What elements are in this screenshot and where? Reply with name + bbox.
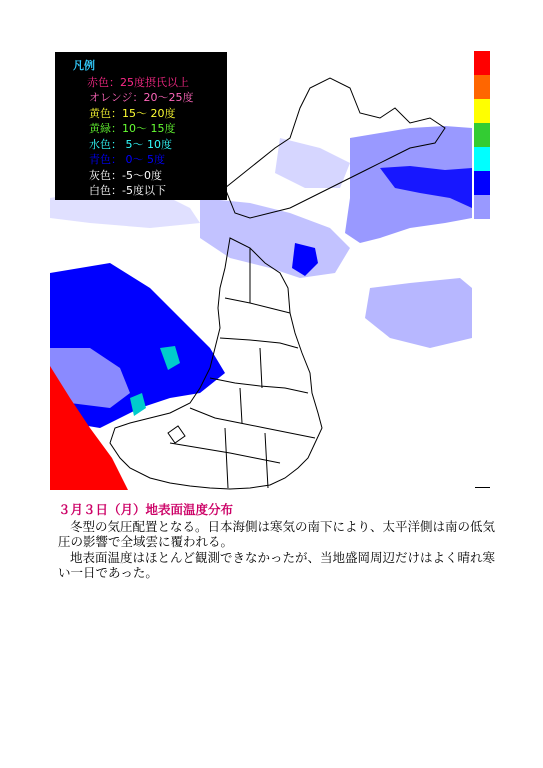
map-legend xyxy=(55,52,227,200)
sado-island xyxy=(168,426,185,443)
color-swatch-6 xyxy=(474,195,490,219)
legend-item-yellow: 黄色：15～ 20度 xyxy=(89,106,176,120)
caption-paragraph-1: 冬型の気圧配置となる。日本海側は寒気の南下により、太平洋側は南の低気圧の影響で全域雲に覆われる。 xyxy=(58,518,496,550)
color-swatch-4 xyxy=(474,147,490,171)
cloud-region xyxy=(275,138,350,188)
cloud-region xyxy=(200,198,350,278)
legend-item-cyan: 水色： 5～ 10度 xyxy=(89,137,172,151)
legend-item-orange: オレンジ：20～25度 xyxy=(89,91,194,104)
scale-tick xyxy=(475,487,490,488)
color-swatch-5 xyxy=(474,171,490,195)
caption-heading: ３月３日（月）地表面温度分布 xyxy=(58,502,234,517)
caption xyxy=(58,502,498,581)
cloud-region xyxy=(365,278,472,348)
color-swatch-0 xyxy=(474,51,490,75)
legend-title: 凡例 xyxy=(73,59,95,72)
caption-paragraph-2: 地表面温度はほとんど観測できなかったが、当地盛岡周辺だけはよく晴れ寒い一日であった。 xyxy=(58,549,496,581)
color-scale-bar xyxy=(474,51,490,219)
legend-item-blue: 青色： 0～ 5度 xyxy=(89,153,165,166)
color-swatch-1 xyxy=(474,75,490,99)
legend-item-gray: 灰色：-5～0度 xyxy=(89,168,162,182)
legend-item-red: 赤色：25度摂氏以上 xyxy=(87,75,189,89)
color-swatch-3 xyxy=(474,123,490,147)
legend-item-white: 白色：-5度以下 xyxy=(89,184,166,197)
color-swatch-2 xyxy=(474,99,490,123)
legend-item-yellowgreen: 黄緑：10～ 15度 xyxy=(89,122,176,135)
